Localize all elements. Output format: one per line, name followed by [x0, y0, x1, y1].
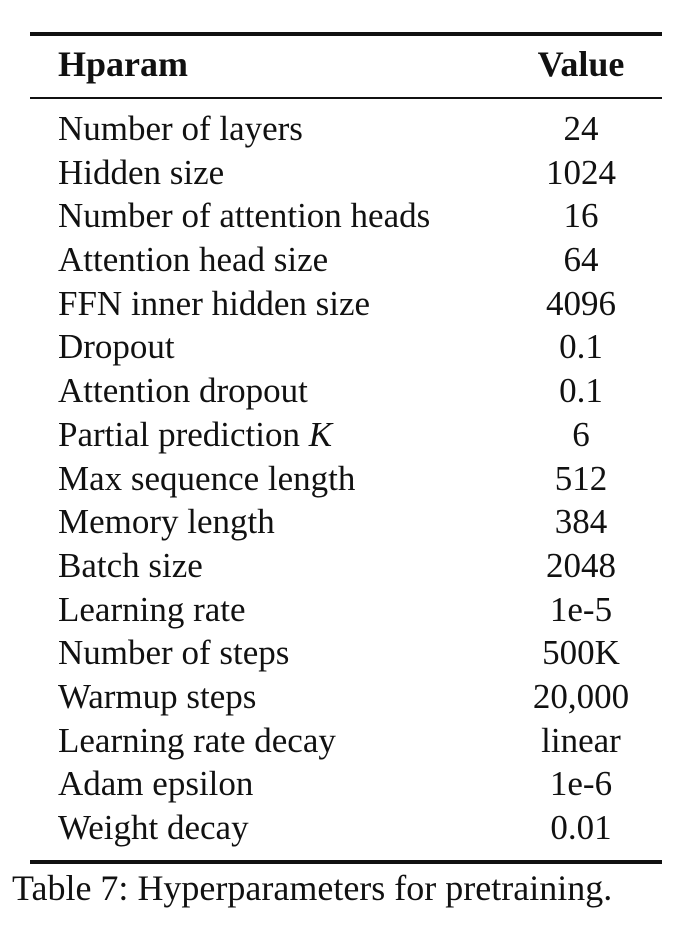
caption-label: Table 7:	[12, 868, 129, 908]
value-cell: 0.1	[559, 371, 603, 411]
hparam-cell	[58, 675, 256, 719]
table-row	[0, 413, 700, 457]
column-header-value: Value	[537, 44, 625, 84]
hparam-cell	[58, 325, 175, 369]
value-cell: 24	[563, 109, 599, 148]
hparam-text: Attention head size	[58, 240, 329, 280]
hparam-text: Dropout	[58, 327, 175, 367]
hparam-text: Attention dropout	[58, 371, 308, 411]
table-row	[0, 500, 700, 544]
hparam-cell	[58, 238, 328, 282]
hparam-cell	[58, 282, 370, 326]
value-cell: 0.1	[559, 327, 603, 367]
value-cell: 500K	[542, 633, 620, 673]
table-row	[0, 194, 700, 238]
table-bottom-rule	[30, 860, 662, 864]
table-row	[0, 675, 700, 719]
hparam-cell	[58, 107, 303, 151]
hparam-cell	[58, 588, 246, 632]
hparam-cell	[58, 369, 308, 413]
value-cell: 384	[554, 502, 608, 542]
hparam-text: Learning rate	[58, 589, 246, 629]
value-cell: 1e-6	[549, 764, 613, 804]
value-cell: 6	[572, 414, 590, 454]
caption-text: Hyperparameters for pretraining.	[137, 868, 613, 908]
hparam-text: Batch size	[58, 545, 203, 585]
value-cell: linear	[541, 720, 621, 760]
hparam-text: FFN inner hidden size	[58, 283, 371, 323]
table-row	[0, 151, 700, 195]
table-row	[0, 631, 700, 675]
table-row	[0, 325, 700, 369]
hparam-cell	[58, 194, 430, 238]
hparam-text: Max sequence length	[58, 458, 356, 498]
table-row	[0, 588, 700, 632]
value-cell: 4096	[546, 283, 616, 323]
table-body	[0, 107, 700, 850]
table-row	[0, 369, 700, 413]
value-cell: 1e-5	[549, 589, 613, 629]
table-caption	[12, 866, 612, 910]
table-top-rule	[30, 32, 662, 36]
hparam-cell	[58, 457, 355, 501]
table-row	[0, 282, 700, 326]
value-cell: 20,000	[532, 676, 630, 716]
table-row	[0, 719, 700, 763]
value-cell: 512	[554, 458, 608, 498]
value-cell: 64	[563, 240, 599, 280]
hparam-cell	[58, 762, 253, 806]
table-row	[0, 544, 700, 588]
table-row	[0, 457, 700, 501]
value-cell: 0.01	[550, 808, 612, 847]
hparam-cell	[58, 806, 249, 850]
hparam-cell	[58, 413, 332, 457]
value-cell: 16	[563, 196, 599, 236]
table-header-rule	[30, 97, 662, 99]
hparam-text: Memory length	[58, 502, 275, 542]
hparam-text: Number of steps	[58, 633, 290, 673]
column-header-hparam: Hparam	[58, 44, 188, 84]
hparam-text: Hidden size	[58, 152, 225, 192]
hparam-text: Learning rate decay	[58, 720, 336, 760]
table-row	[0, 107, 700, 151]
value-cell: 2048	[546, 545, 616, 585]
hparam-cell	[58, 500, 275, 544]
hparam-text: Adam epsilon	[58, 764, 254, 804]
hparam-cell	[58, 719, 336, 763]
hparam-cell	[58, 151, 224, 195]
hparam-text: Number of attention heads	[58, 196, 431, 236]
hparam-text: Weight decay	[58, 808, 249, 847]
table-row	[0, 762, 700, 806]
table-row	[0, 238, 700, 282]
value-cell: 1024	[546, 152, 616, 192]
hparam-cell	[58, 631, 289, 675]
hparam-text: Partial prediction	[58, 414, 309, 454]
hparam-text: Number of layers	[58, 109, 303, 148]
table-row	[0, 806, 700, 850]
hparam-text: Warmup steps	[58, 676, 257, 716]
hparam-cell	[58, 544, 203, 588]
hparam-symbol: K	[308, 414, 333, 454]
